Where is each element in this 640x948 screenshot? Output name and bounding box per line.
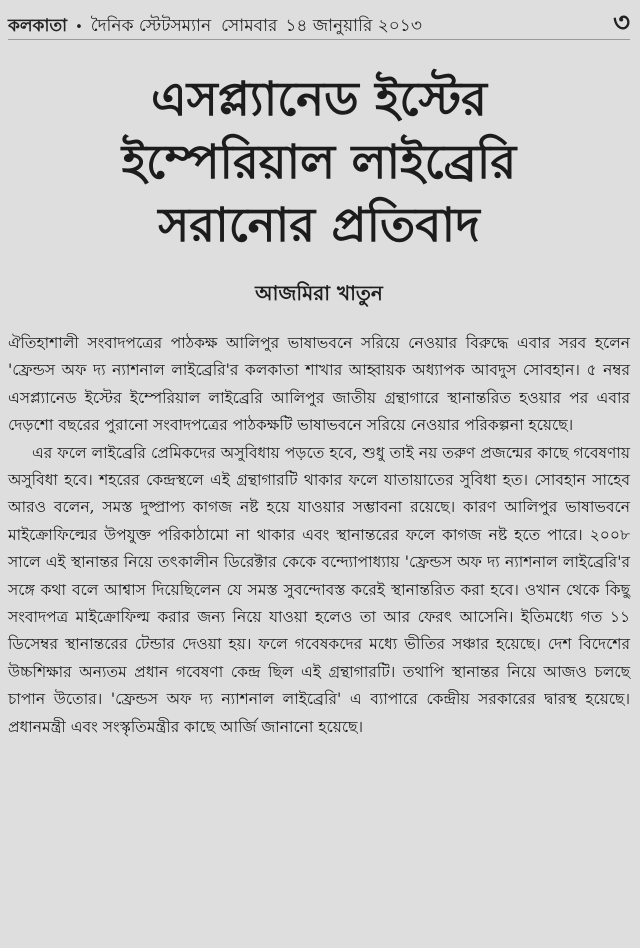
issue-day: সোমবার <box>221 16 278 36</box>
article-byline: আজমিরা খাতুন <box>255 281 383 305</box>
issue-date: ১৪ জানুয়ারি ২০১৩ <box>285 16 422 36</box>
header-separator: • <box>75 20 83 35</box>
headline-line: ইম্পেরিয়াল লাইব্রেরি <box>121 135 517 190</box>
article-body <box>8 330 630 741</box>
article-headline <box>8 68 630 257</box>
page-number: ৩ <box>613 8 630 38</box>
article-paragraph: ঐতিহাশালী সংবাদপত্রের পাঠকক্ষ আলিপুর ভাষাভবনে সরিয়ে নেওয়ার বিরুদ্ধে এবার সরব হলেন 'ফ্রেন্ডস অফ দ্য ন্যাশনাল লাইব্রেরি'র কলকাতা শাখার আহ্বায়ক অধ্যাপক আবদুস সোবহান। ৫ নম্বর এসপ্ল্যানেড ইস্টের ইম্পেরিয়াল লাইব্রেরি আলিপুর জাতীয় গ্রন্থাগারে স্থানান্তরিত হওয়ার পর এবার দেড়শো বছরের পুরানো সংবাদপত্রের পাঠকক্ষটি ভাষাভবনে সরিয়ে নেওয়ার পরিকল্পনা হয়েছে। <box>8 334 630 435</box>
article-paragraph: এর ফলে লাইব্রেরি প্রেমিকদের অসুবিধায় পড়তে হবে, শুধু তাই নয় তরুণ প্রজন্মের কাছে গবেষণায় অসুবিধা হবে। শহরের কেন্দ্রস্থলে এই গ্রন্থাগারটি থাকার ফলে যাতায়াতের সুবিধা হত। সোবহান সাহেব আরও বলেন, সমস্ত দুষ্প্রাপ্য কাগজ নষ্ট হয়ে যাওয়ার সম্ভাবনা রয়েছে। কারণ আলিপুর ভাষাভবনে মাইক্রোফিল্মের উপযুক্ত পরিকাঠামো না থাকার এবং স্থানান্তরের ফলে কাগজ নষ্ট হতে পারে। ২০০৮ সালে এই স্থানান্তর নিয়ে তৎকালীন ডিরেক্টার কেকে বন্দ্যোপাধ্যায় 'ফ্রেন্ডস অফ দ্য ন্যাশনাল লাইব্রেরি'র সঙ্গে কথা বলে আশ্বাস দিয়েছিলেন যে সমস্ত সুবন্দোবস্ত করেই স্থানান্তরিত করা হবে। ওখান থেকে কিছু সংবাদপত্র মাইক্রোফিল্ম করার জন্য নিয়ে যাওয়া হলেও তা আর ফেরৎ আসেনি। ইতিমধ্যে গত ১১ ডিসেম্বর স্থানান্তরের টেন্ডার দেওয়া হয়। ফলে গবেষকদের মধ্যে ভীতির সঞ্চার হয়েছে। দেশ বিদেশের উচ্চশিক্ষার অন্যতম প্রধান গবেষণা কেন্দ্র ছিল এই গ্রন্থাগারটি। তথাপি স্থানান্তর নিয়ে আজও চলছে চাপান উতোর। 'ফ্রেন্ডস অফ দ্য ন্যাশনাল লাইব্রেরি' এ ব্যাপারে কেন্দ্রীয় সরকারের দ্বারস্থ হয়েছে। প্রধানমন্ত্রী এবং সংস্কৃতিমন্ত্রীর কাছে আর্জি জানানো হয়েছে। <box>8 443 630 736</box>
headline-line: এসপ্ল্যানেড ইস্টের <box>151 72 487 127</box>
city-label: কলকাতা <box>8 16 68 36</box>
page-header <box>8 0 630 40</box>
headline-line: সরানোর প্রতিবাদ <box>158 198 480 253</box>
newspaper-name: দৈনিক স্টেটসম্যান <box>90 16 212 36</box>
